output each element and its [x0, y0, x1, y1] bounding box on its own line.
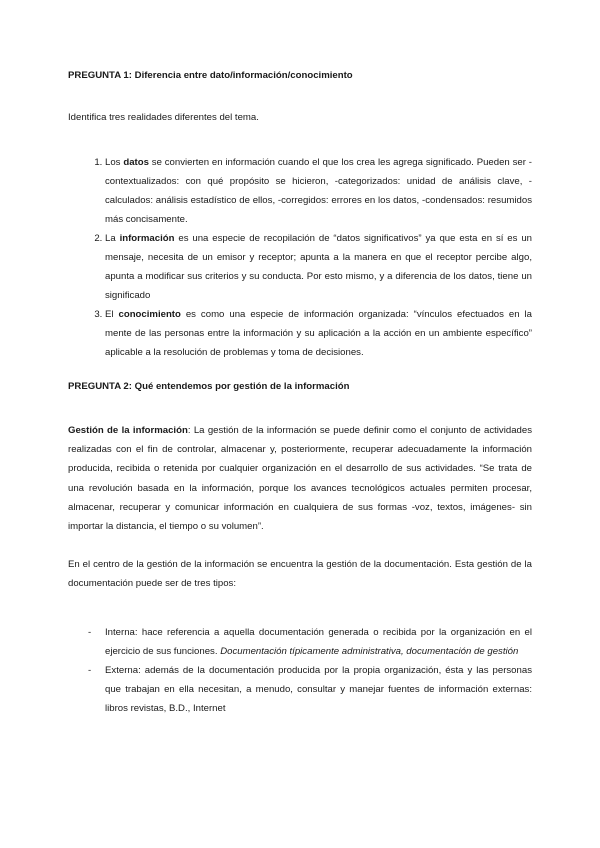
documentation-types-list — [68, 623, 532, 719]
list-item-conocimiento — [105, 305, 532, 362]
list-item-term: información — [119, 233, 175, 244]
question-1-label: PREGUNTA 1 — [68, 70, 129, 81]
gestion-text: : La gestión de la información se puede definir como el conjunto de actividades realizadas con el fin de controlar, almacenar y, posteriormente, recuperar adecuadamente la información producida, recibida o retenida por cualquier organización en el desarrollo de sus actividades. “Se trata de una revolución basada en la información, porque los avances tecnológicos actuales permiten procesar, almacenar, recuperar y comunicar información en cualquiera de sus formas -voz, textos, imágenes- sin importar la distancia, el tiempo o su volumen”. — [68, 425, 532, 533]
list-item-text: Interna: hace referencia a aquella documentación generada o recibida por la organización en el ejercicio de sus funciones. — [105, 626, 532, 657]
list-item-prefix: El — [105, 309, 119, 320]
question-1-title: : Diferencia entre dato/información/conocimiento — [128, 70, 353, 81]
list-item-text: es como una especie de información organizada: “vínculos efectuados en la mente de las personas entre la información y su aplicación a la acción en un ambiente específico” aplicable a la resolución de problemas y toma de decisiones. — [105, 309, 532, 358]
list-item-interna — [68, 623, 532, 661]
list-item-term: datos — [123, 157, 149, 168]
question-1-heading — [68, 69, 532, 83]
list-item-text: Externa: además de la documentación producida por la propia organización, ésta y las personas que trabajan en ella necesitan, a menudo, consultar y manejar fuentes de información externas: libros revistas, B.D., Internet — [105, 665, 532, 715]
list-item-text: es una especie de recopilación de “datos significativos” ya que esta en sí es un mensaje, necesita de un emisor y receptor; apunta a la manera en que el receptor percibe algo, apunta a modificar sus criterios y su conducta. Por esto mismo, y a diferencia de los datos, tiene un significado — [105, 233, 532, 301]
list-item-term: conocimiento — [118, 309, 181, 320]
gestion-paragraph — [68, 421, 532, 536]
list-item-text: se convierten en información cuando el que los crea les agrega significado. Pueden ser -contextualizados: con qué propósito se hicieron, -categorizados: unidad de análisis clave, -calculados: análisis estadístico de ellos, -corregidos: errores en los datos, -condensados: resumidos más concisamente. — [105, 157, 532, 225]
definitions-list — [68, 153, 532, 362]
list-item-prefix: La — [105, 233, 120, 244]
gestion-term: Gestión de la información — [68, 425, 188, 436]
dash-bullet: - — [88, 665, 92, 677]
dash-bullet: - — [88, 626, 92, 638]
question-2-heading — [68, 380, 532, 394]
list-item-datos — [105, 153, 532, 229]
list-item-informacion — [105, 229, 532, 305]
list-item-italic-text: Documentación típicamente administrativa, documentación de gestión — [220, 645, 519, 657]
question-2-label: PREGUNTA 2 — [68, 381, 129, 392]
question-1-intro: Identifica tres realidades diferentes del tema. — [68, 112, 259, 123]
list-item-externa — [68, 661, 532, 719]
list-item-prefix: Los — [105, 157, 124, 168]
documentacion-paragraph: En el centro de la gestión de la información se encuentra la gestión de la documentación. Esta gestión de la documentación puede ser de tres tipos: — [68, 559, 532, 590]
question-2-title: : Qué entendemos por gestión de la información — [128, 381, 350, 392]
